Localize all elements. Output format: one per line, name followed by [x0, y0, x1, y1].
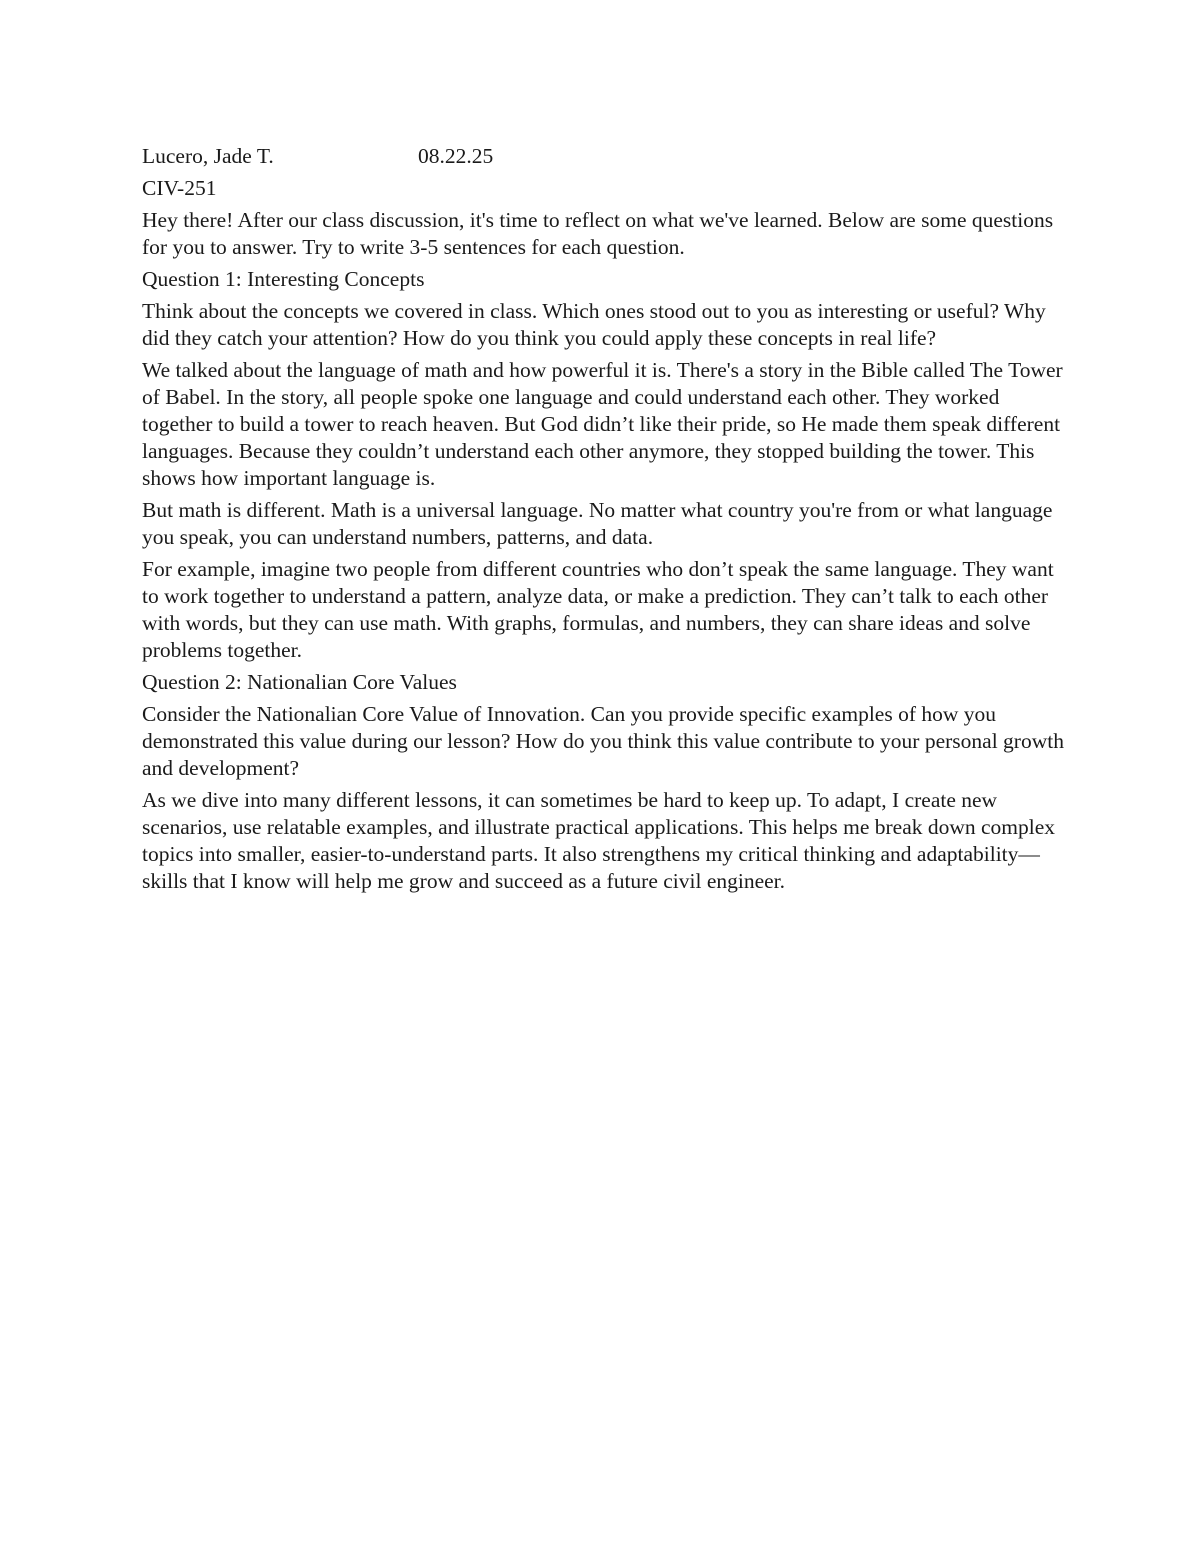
question-2-prompt: Consider the Nationalian Core Value of Innovation. Can you provide specific examples of how you demonstrated this value during our lesson? How do you think this value contribute to your personal growth and development? — [142, 702, 1064, 780]
student-name: Lucero, Jade T. — [142, 144, 274, 168]
question-1-answer-paragraph: We talked about the language of math and how powerful it is. There's a story in the Bible called The Tower of Babel. In the story, all people spoke one language and could understand each other. They worked together to build a tower to reach heaven. But God didn’t like their pride, so He made them speak different languages. Because they couldn’t understand each other anymore, they stopped building the tower. This shows how important language is. — [142, 358, 1063, 490]
intro-paragraph: Hey there! After our class discussion, it's time to reflect on what we've learned. Below are some questions for you to answer. Try to write 3-5 sentences for each question. — [142, 208, 1054, 259]
course-code: CIV-251 — [142, 176, 217, 200]
question-1-answer-paragraph: But math is different. Math is a universal language. No matter what country you're from or what language you speak, you can understand numbers, patterns, and data. — [142, 498, 1053, 549]
document-body — [142, 143, 1072, 900]
question-2-title: Question 2: Nationalian Core Values — [142, 670, 457, 694]
question-1-title: Question 1: Interesting Concepts — [142, 267, 425, 291]
submission-date: 08.22.25 — [418, 144, 494, 168]
question-1-answer-paragraph: For example, imagine two people from different countries who don’t speak the same language. They want to work together to understand a pattern, analyze data, or make a prediction. They can’t talk to each other with words, but they can use math. With graphs, formulas, and numbers, they can share ideas and solve problems together. — [142, 557, 1054, 662]
header-line — [142, 143, 1072, 170]
question-2-answer-paragraph: As we dive into many different lessons, it can sometimes be hard to keep up. To adapt, I create new scenarios, use relatable examples, and illustrate practical applications. This helps me break down complex topics into smaller, easier-to-understand parts. It also strengthens my critical thinking and adaptability—skills that I know will help me grow and succeed as a future civil engineer. — [142, 788, 1056, 893]
question-1-prompt: Think about the concepts we covered in class. Which ones stood out to you as interesting or useful? Why did they catch your attention? How do you think you could apply these concepts in real life? — [142, 299, 1046, 350]
